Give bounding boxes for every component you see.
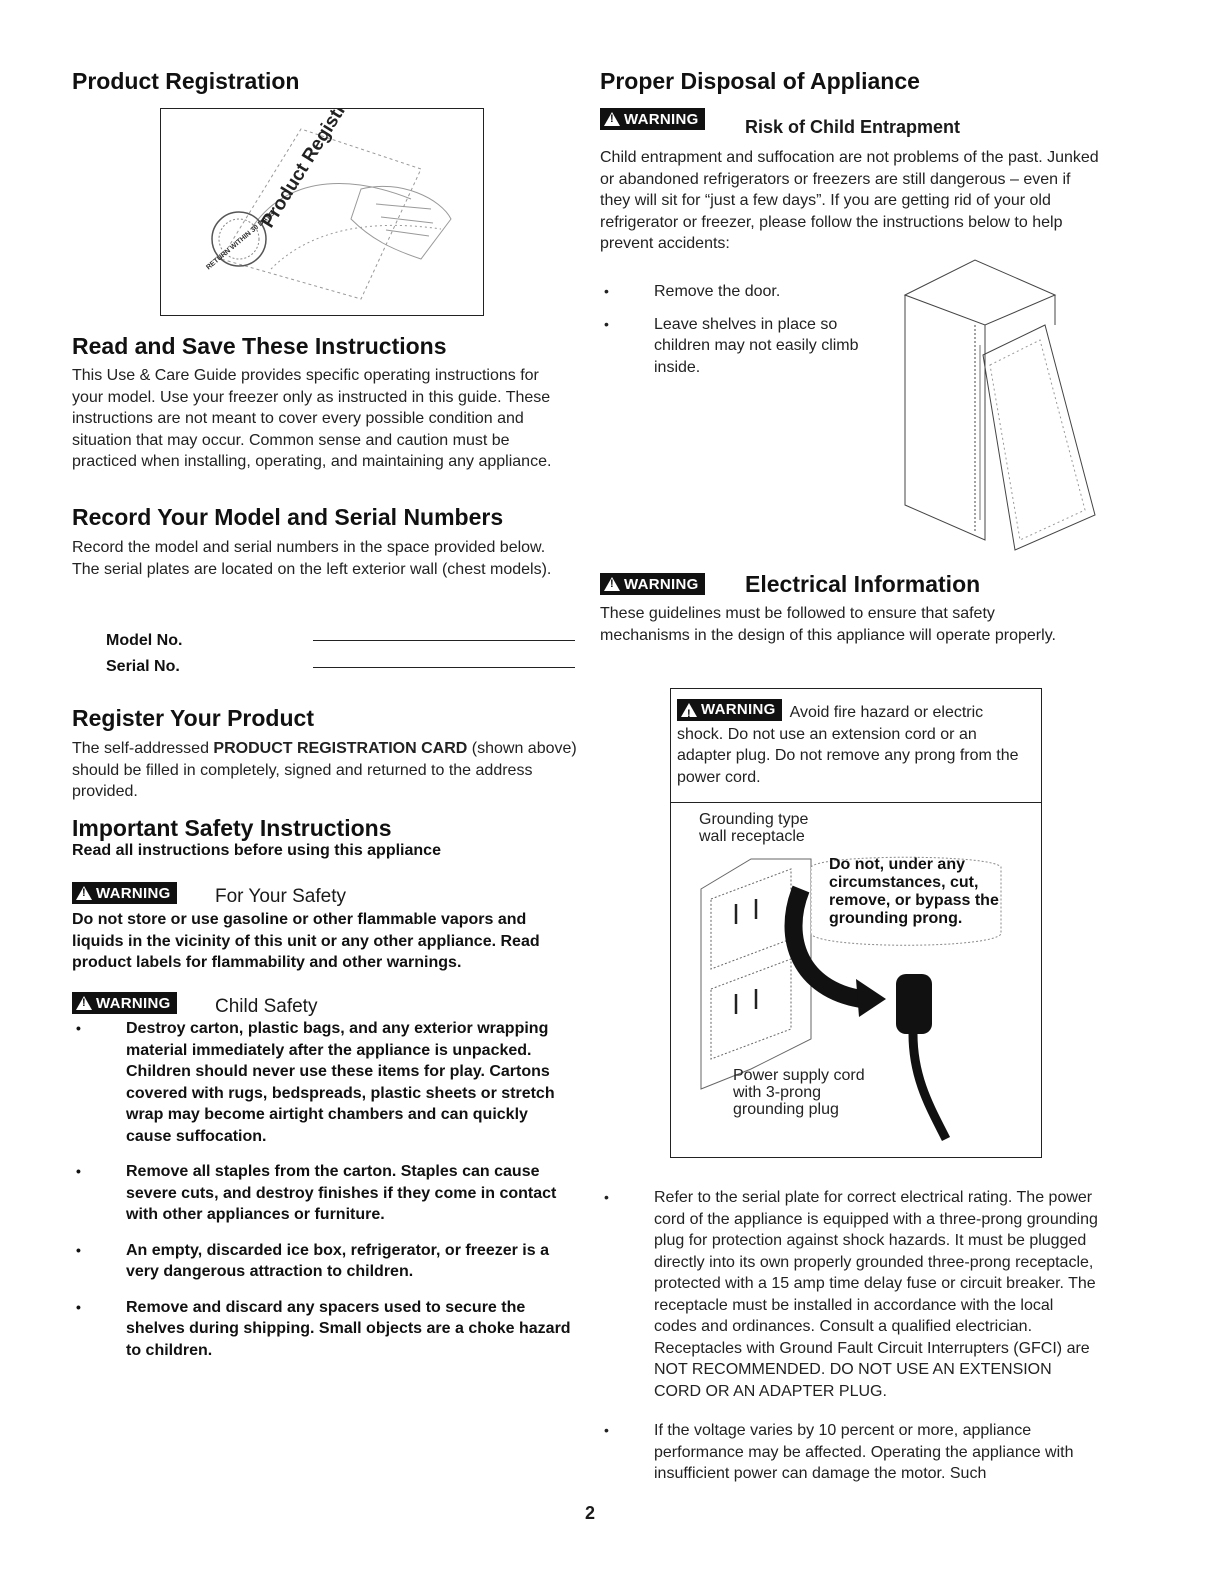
divider xyxy=(671,802,1041,803)
warning-badge xyxy=(72,992,177,1015)
warning-badge xyxy=(600,573,705,596)
seal-text: RETURN WITHIN 30 DAYS xyxy=(205,210,276,272)
read-save-title: Read and Save These Instructions xyxy=(72,333,447,359)
list-item: • An empty, discarded ice box, refrigerator, or freezer is a very dangerous attraction to children. xyxy=(72,1240,577,1283)
child-safety-list xyxy=(72,1018,577,1375)
entrapment-body: Child entrapment and suffocation are not problems of the past. Junked or abandoned refrigerators or freezers are still dangerous – even if they will sit for “just a few days”. If you are getting rid of your old refrigerator or freezer, please follow the instructions below to help prevent accidents: xyxy=(600,149,1099,252)
warning-text: WARNING xyxy=(624,575,699,593)
register-body-bold: PRODUCT REGISTRATION CARD xyxy=(213,740,468,757)
list-item: • If the voltage varies by 10 percent or more, appliance performance may be affected. Operating the appliance with insufficient power can damage the motor. Such xyxy=(600,1420,1100,1485)
warning-triangle-icon xyxy=(681,703,697,717)
register-body xyxy=(72,738,577,803)
warning-badge xyxy=(677,699,782,721)
serial-number-field[interactable] xyxy=(313,667,575,668)
power-cord-label: Power supply cord with 3-prong grounding plug xyxy=(733,1067,865,1118)
entrapment-list xyxy=(600,281,870,392)
list-item: • Remove all staples from the carton. Staples can cause severe cuts, and destroy finishes if they come in contact with other appliances or furniture. xyxy=(72,1161,577,1226)
child-safety-title: Child Safety xyxy=(215,996,318,1017)
for-safety-title: For Your Safety xyxy=(215,886,346,907)
freezer-illustration xyxy=(895,255,1105,560)
list-item: • Refer to the serial plate for correct electrical rating. The power cord of the appliance is equipped with a three-prong grounding plug for protection against shock hazards. It must be plugged directly into its own properly grounded three-prong receptacle, protected with a 15 amp time delay fuse or circuit breaker. The receptacle must be installed in accordance with the local codes and ordinances. Consult a qualified electrician. Receptacles with Ground Fault Circuit Interrupters (GFCI) are NOT RECOMMENDED. DO NOT USE AN EXTENSION CORD OR AN ADAPTER PLUG. xyxy=(600,1187,1100,1402)
electrical-body: These guidelines must be followed to ensure that safety mechanisms in the design of this appliance will operate properly. xyxy=(600,605,1056,644)
read-save-body: This Use & Care Guide provides specific operating instructions for your model. Use your freezer only as instructed in this guide. These instructions are not meant to cover every possible condition and situation that may occur. Common sense and caution must be practiced when installing, operating, and maintaining any appliance. xyxy=(72,367,552,470)
freezer-door-removed-icon xyxy=(895,255,1105,555)
register-body-text-end: (shown above) should be filled in completely, signed and returned to the address provided. xyxy=(72,740,577,800)
list-item: • Destroy carton, plastic bags, and any exterior wrapping material immediately after the appliance is unpacked. Children should never use these items for play. Cartons covered with rugs, bedspreads, plastic sheets or stretch wrap may become airtight chambers and can quickly cause suffocation. xyxy=(72,1018,577,1147)
disposal-title: Proper Disposal of Appliance xyxy=(600,68,920,94)
safety-subtitle: Read all instructions before using this appliance xyxy=(72,842,441,859)
model-number-field[interactable] xyxy=(313,640,575,641)
warning-triangle-icon xyxy=(76,886,92,900)
model-label: Model No. xyxy=(106,632,183,649)
warning-triangle-icon xyxy=(76,996,92,1010)
electrical-list xyxy=(600,1187,1100,1499)
registration-card-image xyxy=(160,108,484,316)
list-item: • Leave shelves in place so children may not easily climb inside. xyxy=(600,314,870,379)
plug-icon xyxy=(896,974,932,1034)
entrapment-title: Risk of Child Entrapment xyxy=(745,117,961,137)
warning-text: WARNING xyxy=(96,884,171,902)
record-body: Record the model and serial numbers in the space provided below. The serial plates are located on the left exterior wall (chest models). xyxy=(72,539,552,578)
warning-text: WARNING xyxy=(701,701,776,719)
warning-text: WARNING xyxy=(624,110,699,128)
card-text: Product Registration Card xyxy=(257,109,401,232)
register-title: Register Your Product xyxy=(72,705,314,731)
warning-badge xyxy=(72,882,177,905)
electrical-title: Electrical Information xyxy=(745,571,981,597)
list-item: • Remove the door. xyxy=(600,281,870,303)
warning-badge xyxy=(600,108,705,131)
warning-triangle-icon xyxy=(604,112,620,126)
page-number: 2 xyxy=(585,1503,596,1523)
for-safety-body: Do not store or use gasoline or other flammable vapors and liquids in the vicinity of this unit or any other appliance. Read product labels for flammability and other warnings. xyxy=(72,911,540,971)
list-item: • Remove and discard any spacers used to secure the shelves during shipping. Small objects are a choke hazard to children. xyxy=(72,1297,577,1362)
safety-title: Important Safety Instructions xyxy=(72,815,392,841)
receptacle-label: Grounding type wall receptacle xyxy=(699,811,809,845)
product-registration-title: Product Registration xyxy=(72,68,300,94)
serial-label: Serial No. xyxy=(106,658,180,675)
box-warning-text: Avoid fire hazard or electric shock. Do not use an extension cord or an adapter plug. Do not remove any prong from the power cord. xyxy=(677,704,1019,786)
electrical-warning-box xyxy=(670,688,1042,1158)
registration-card-illustration xyxy=(161,109,483,315)
register-body-text: The self-addressed xyxy=(72,740,214,757)
record-title: Record Your Model and Serial Numbers xyxy=(72,504,504,530)
prong-warning: Do not, under any circumstances, cut, remove, or bypass the grounding prong. xyxy=(829,856,999,927)
warning-text: WARNING xyxy=(96,994,171,1012)
warning-triangle-icon xyxy=(604,577,620,591)
box-warning-body xyxy=(677,699,1032,788)
